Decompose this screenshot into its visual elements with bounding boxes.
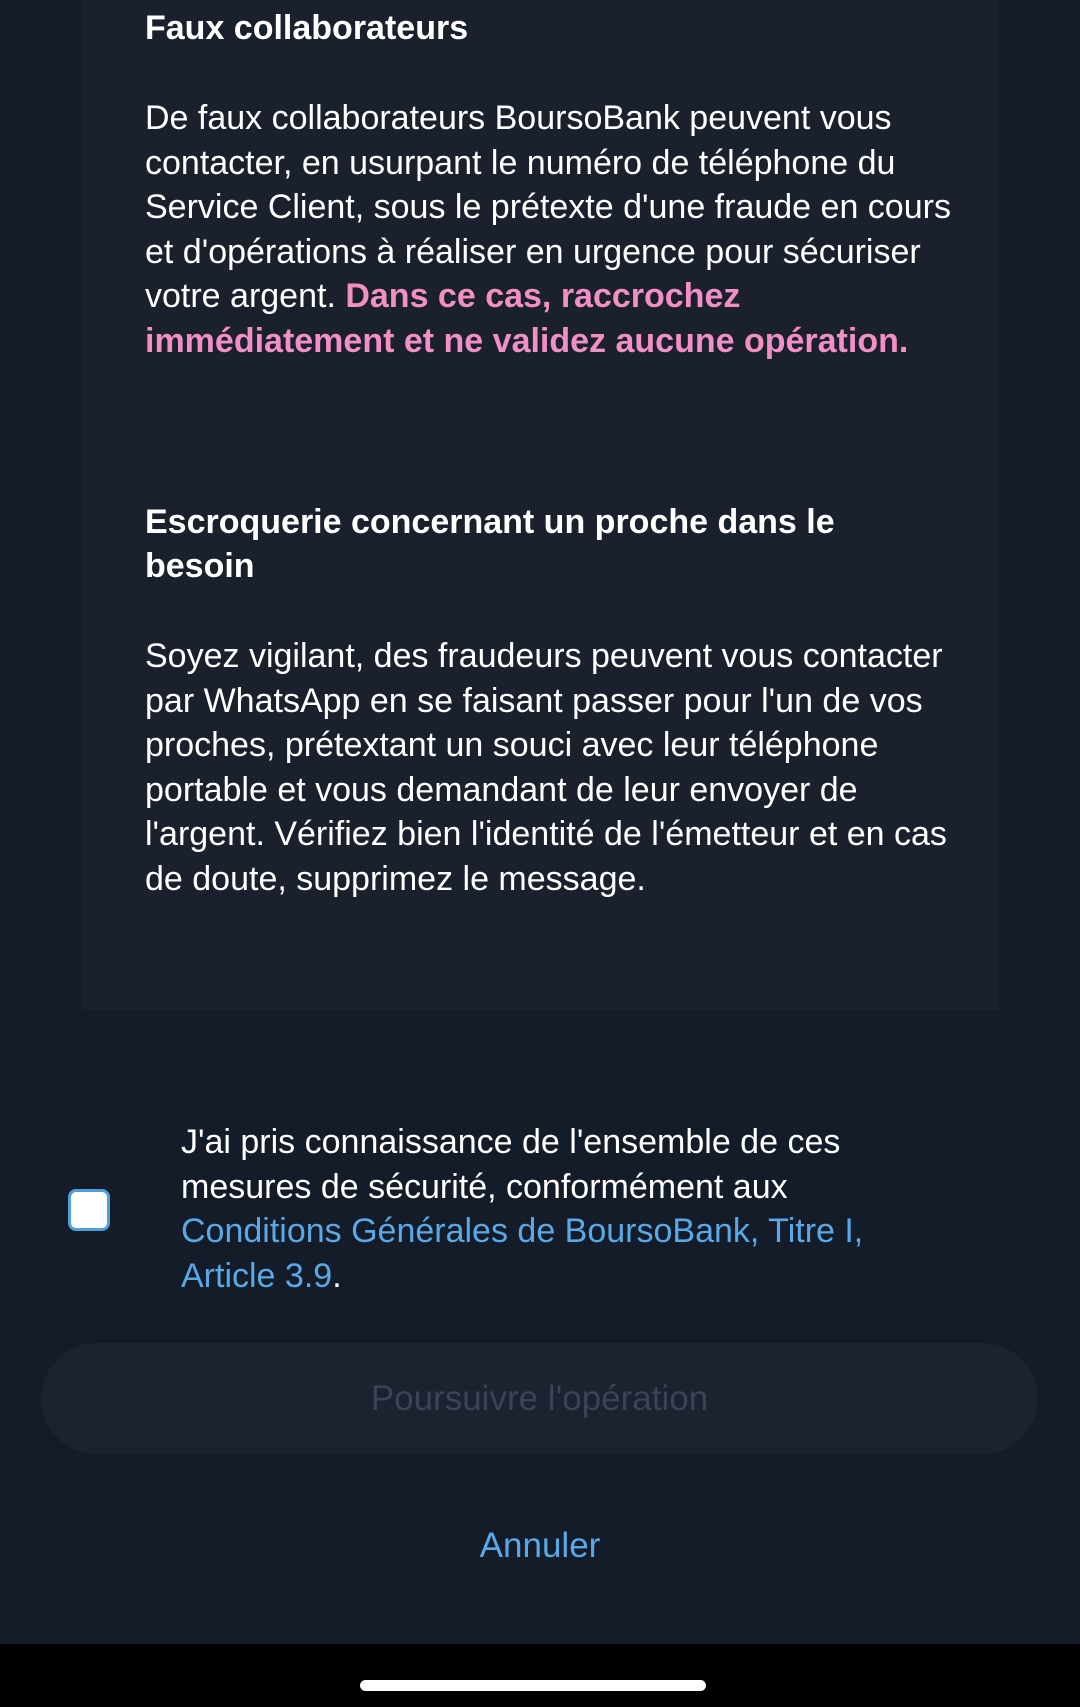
- section-body-relative-scam: Soyez vigilant, des fraudeurs peuvent vous contacter par WhatsApp en se faisant passer pour l'un de vos proches, prétextant un souci avec leur téléphone portable et vous demandant de leur envoyer de l'argent. Vérifiez bien l'identité de l'émetteur et en cas de doute, supprimez le message.: [145, 637, 947, 898]
- section-title-fake-employees: Faux collaborateurs: [145, 9, 469, 47]
- cancel-button[interactable]: Annuler: [390, 1520, 690, 1572]
- terms-link[interactable]: Conditions Générales de BoursoBank, Titre I, Article 3.9: [181, 1212, 864, 1295]
- section-title-relative-scam: Escroquerie concernant un proche dans le besoin: [145, 503, 835, 585]
- consent-label: J'ai pris connaissance de l'ensemble de ces mesures de sécurité, conformément aux: [181, 1123, 841, 1206]
- consent-text: [181, 1120, 941, 1298]
- system-navigation-bar: [0, 1644, 1080, 1707]
- section-text: De faux collaborateurs BoursoBank peuvent vous contacter, en usurpant le numéro de téléphone du Service Client, sous le prétexte d'une fraude en cours et d'opérations à réaliser en urgence pour sécuriser votre argent.: [145, 99, 951, 316]
- consent-checkbox[interactable]: [68, 1189, 110, 1231]
- continue-button[interactable]: [41, 1343, 1038, 1454]
- consent-suffix: .: [332, 1256, 342, 1295]
- home-indicator[interactable]: [360, 1680, 706, 1691]
- section-body-fake-employees: [145, 96, 955, 364]
- warning-highlight: Dans ce cas, raccrochez immédiatement et ne validez aucune opération.: [145, 277, 909, 360]
- continue-button-label: Poursuivre l'opération: [370, 1378, 709, 1418]
